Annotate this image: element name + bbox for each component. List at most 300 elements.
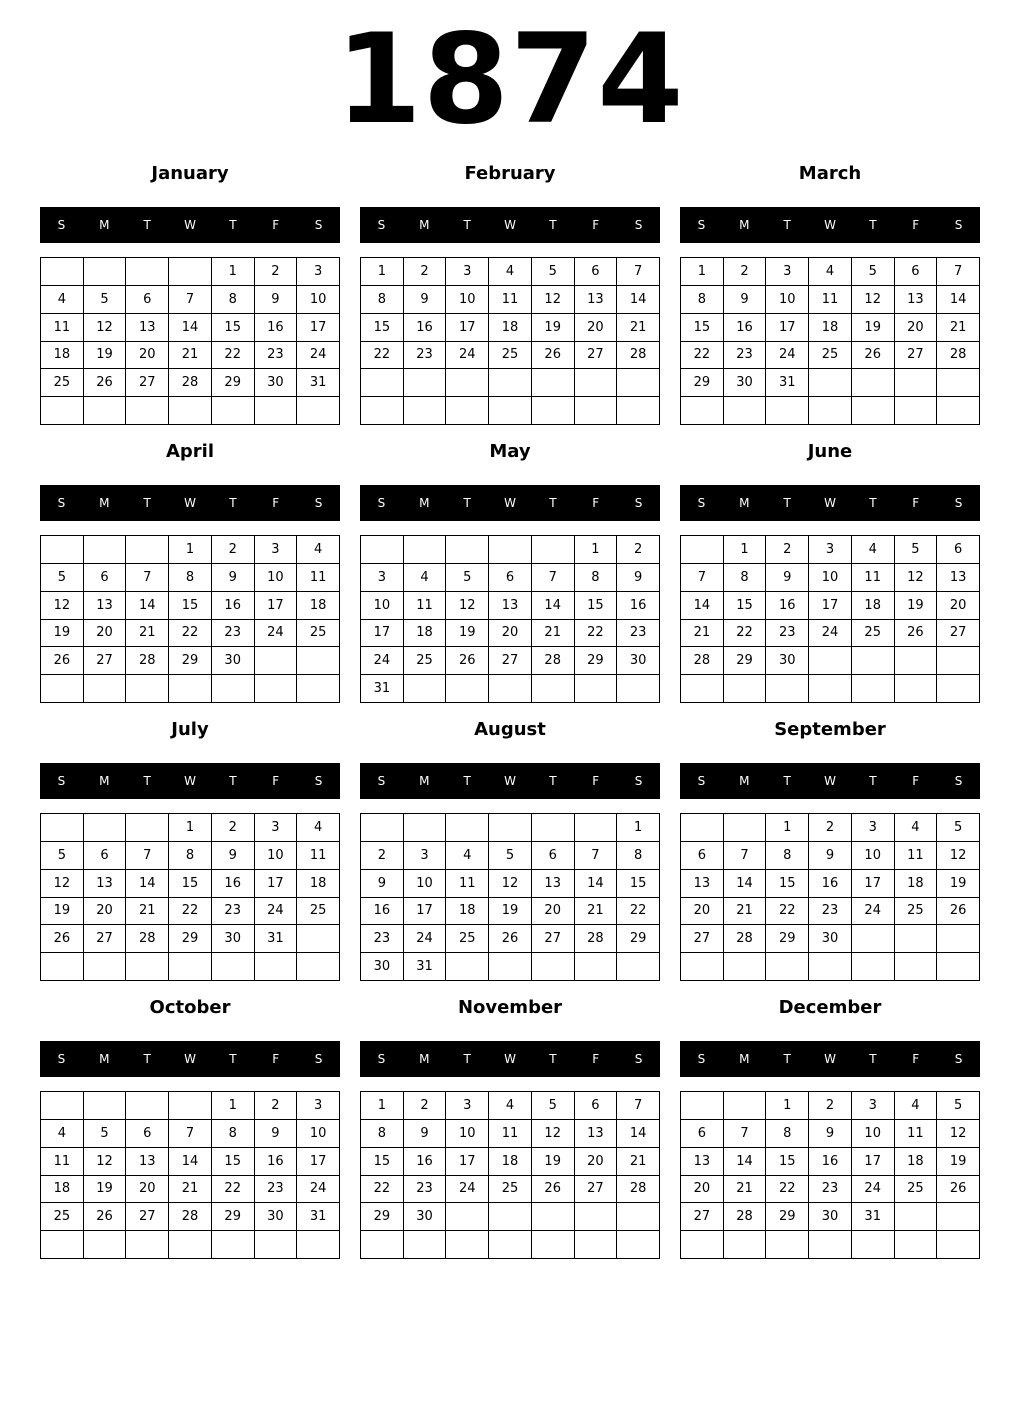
empty-day-cell: [297, 1231, 340, 1259]
day-cell: 18: [489, 314, 532, 342]
weekday-header: [680, 1041, 980, 1077]
day-cell: 25: [41, 1203, 84, 1231]
day-cell: 26: [532, 1176, 575, 1204]
empty-day-cell: [41, 397, 84, 425]
day-cell: 29: [169, 925, 212, 953]
day-cell: 22: [724, 620, 767, 648]
day-cell: 2: [809, 1092, 852, 1120]
day-cell: 6: [937, 536, 980, 564]
day-cell: 15: [575, 592, 618, 620]
day-cell: 12: [852, 286, 895, 314]
empty-day-cell: [852, 647, 895, 675]
day-cell: 2: [617, 536, 660, 564]
day-cell: 10: [809, 564, 852, 592]
day-cell: 30: [617, 647, 660, 675]
day-grid: [40, 535, 340, 703]
day-cell: 21: [169, 1176, 212, 1204]
empty-day-cell: [84, 536, 127, 564]
empty-day-cell: [575, 953, 618, 981]
weekday-label: M: [99, 496, 110, 510]
day-cell: 1: [575, 536, 618, 564]
weekday-label: M: [739, 774, 750, 788]
day-cell: 7: [724, 842, 767, 870]
weekday-label: S: [954, 1052, 963, 1066]
day-cell: 15: [361, 314, 404, 342]
day-cell: 29: [169, 647, 212, 675]
weekday-header: [40, 1041, 340, 1077]
day-cell: 23: [766, 620, 809, 648]
day-cell: 28: [617, 1176, 660, 1204]
day-cell: 22: [575, 620, 618, 648]
weekday-label: S: [57, 496, 66, 510]
day-cell: 8: [361, 1120, 404, 1148]
empty-day-cell: [489, 675, 532, 703]
empty-day-cell: [126, 675, 169, 703]
day-cell: 6: [575, 258, 618, 286]
empty-day-cell: [852, 953, 895, 981]
day-cell: 6: [895, 258, 938, 286]
empty-day-cell: [681, 397, 724, 425]
empty-day-cell: [681, 536, 724, 564]
day-cell: 4: [852, 536, 895, 564]
weekday-label: T: [463, 1052, 471, 1066]
day-cell: 3: [297, 258, 340, 286]
day-cell: 13: [575, 286, 618, 314]
day-cell: 20: [126, 1176, 169, 1204]
day-cell: 2: [212, 536, 255, 564]
month-october: [40, 994, 340, 1264]
empty-day-cell: [446, 536, 489, 564]
day-cell: 12: [937, 842, 980, 870]
day-cell: 14: [937, 286, 980, 314]
weekday-label: S: [314, 1052, 323, 1066]
day-cell: 25: [297, 620, 340, 648]
day-cell: 27: [937, 620, 980, 648]
weekday-header: [680, 763, 980, 799]
empty-day-cell: [681, 1092, 724, 1120]
weekday-label: T: [783, 1052, 791, 1066]
day-cell: 26: [937, 898, 980, 926]
weekday-label: M: [739, 496, 750, 510]
day-cell: 6: [84, 564, 127, 592]
month-december: [680, 994, 980, 1264]
weekday-label: T: [869, 774, 877, 788]
empty-day-cell: [809, 953, 852, 981]
day-cell: 7: [681, 564, 724, 592]
month-name: November: [457, 997, 563, 1018]
weekday-label: T: [549, 496, 557, 510]
day-cell: 19: [895, 592, 938, 620]
day-cell: 29: [361, 1203, 404, 1231]
empty-day-cell: [852, 1231, 895, 1259]
day-cell: 19: [41, 898, 84, 926]
day-cell: 17: [446, 314, 489, 342]
weekday-label: M: [99, 218, 110, 232]
day-cell: 29: [575, 647, 618, 675]
day-cell: 22: [361, 1176, 404, 1204]
weekday-label: T: [869, 496, 877, 510]
day-cell: 12: [41, 870, 84, 898]
month-june: [680, 438, 980, 708]
day-cell: 16: [255, 1148, 298, 1176]
day-cell: 13: [532, 870, 575, 898]
empty-day-cell: [212, 953, 255, 981]
weekday-label: W: [824, 218, 836, 232]
day-cell: 22: [766, 898, 809, 926]
empty-day-cell: [126, 536, 169, 564]
day-cell: 19: [532, 1148, 575, 1176]
empty-day-cell: [724, 1092, 767, 1120]
empty-day-cell: [361, 369, 404, 397]
weekday-label: M: [419, 774, 430, 788]
empty-day-cell: [169, 675, 212, 703]
day-cell: 5: [446, 564, 489, 592]
month-name: April: [165, 441, 215, 462]
day-cell: 30: [724, 369, 767, 397]
empty-day-cell: [575, 675, 618, 703]
day-cell: 15: [617, 870, 660, 898]
day-cell: 3: [255, 536, 298, 564]
empty-day-cell: [126, 1092, 169, 1120]
day-cell: 7: [617, 1092, 660, 1120]
day-cell: 22: [361, 342, 404, 370]
day-cell: 28: [532, 647, 575, 675]
day-cell: 10: [297, 286, 340, 314]
day-cell: 18: [895, 870, 938, 898]
day-cell: 1: [766, 814, 809, 842]
month-name: August: [474, 719, 546, 740]
day-cell: 24: [255, 620, 298, 648]
month-name: February: [464, 163, 556, 184]
day-cell: 2: [809, 814, 852, 842]
empty-day-cell: [297, 925, 340, 953]
day-cell: 20: [575, 1148, 618, 1176]
day-cell: 15: [212, 1148, 255, 1176]
day-cell: 20: [681, 1176, 724, 1204]
day-grid: [360, 813, 660, 981]
empty-day-cell: [617, 675, 660, 703]
day-cell: 31: [361, 675, 404, 703]
weekday-label: W: [504, 1052, 516, 1066]
day-cell: 20: [681, 898, 724, 926]
day-cell: 14: [169, 314, 212, 342]
day-cell: 16: [212, 592, 255, 620]
day-cell: 5: [41, 564, 84, 592]
empty-day-cell: [895, 953, 938, 981]
day-cell: 19: [532, 314, 575, 342]
weekday-label: F: [272, 1052, 280, 1066]
day-cell: 27: [126, 369, 169, 397]
day-cell: 27: [681, 1203, 724, 1231]
month-name: December: [778, 997, 882, 1018]
day-cell: 4: [41, 1120, 84, 1148]
empty-day-cell: [84, 675, 127, 703]
empty-day-cell: [532, 814, 575, 842]
day-cell: 28: [575, 925, 618, 953]
weekday-label: S: [377, 218, 386, 232]
empty-day-cell: [446, 953, 489, 981]
day-grid: [680, 257, 980, 425]
empty-day-cell: [446, 675, 489, 703]
day-cell: 31: [852, 1203, 895, 1231]
weekday-label: T: [783, 774, 791, 788]
empty-day-cell: [126, 953, 169, 981]
day-cell: 2: [404, 1092, 447, 1120]
day-cell: 10: [766, 286, 809, 314]
day-cell: 17: [852, 870, 895, 898]
day-cell: 31: [255, 925, 298, 953]
weekday-header: [680, 207, 980, 243]
day-cell: 25: [489, 342, 532, 370]
empty-day-cell: [126, 258, 169, 286]
weekday-label: M: [739, 218, 750, 232]
day-cell: 1: [766, 1092, 809, 1120]
day-cell: 7: [126, 564, 169, 592]
day-cell: 18: [404, 620, 447, 648]
empty-day-cell: [617, 953, 660, 981]
day-cell: 26: [489, 925, 532, 953]
day-cell: 26: [895, 620, 938, 648]
day-cell: 27: [575, 342, 618, 370]
empty-day-cell: [41, 675, 84, 703]
day-cell: 28: [126, 647, 169, 675]
day-grid: [360, 1091, 660, 1259]
day-cell: 28: [681, 647, 724, 675]
day-cell: 30: [404, 1203, 447, 1231]
empty-day-cell: [404, 814, 447, 842]
empty-day-cell: [681, 953, 724, 981]
day-cell: 6: [681, 842, 724, 870]
weekday-label: T: [229, 1052, 237, 1066]
day-cell: 26: [41, 647, 84, 675]
day-cell: 5: [852, 258, 895, 286]
day-cell: 2: [404, 258, 447, 286]
day-cell: 9: [724, 286, 767, 314]
day-cell: 29: [766, 925, 809, 953]
empty-day-cell: [766, 1231, 809, 1259]
day-cell: 13: [126, 314, 169, 342]
weekday-label: T: [143, 1052, 151, 1066]
day-grid: [680, 535, 980, 703]
weekday-label: F: [912, 218, 920, 232]
day-cell: 4: [809, 258, 852, 286]
day-cell: 30: [255, 1203, 298, 1231]
weekday-label: S: [634, 496, 643, 510]
empty-day-cell: [41, 258, 84, 286]
empty-day-cell: [852, 369, 895, 397]
day-cell: 9: [361, 870, 404, 898]
empty-day-cell: [169, 258, 212, 286]
day-cell: 20: [895, 314, 938, 342]
empty-day-cell: [852, 675, 895, 703]
empty-day-cell: [809, 1231, 852, 1259]
weekday-label: W: [184, 774, 196, 788]
day-cell: 7: [532, 564, 575, 592]
day-cell: 24: [446, 1176, 489, 1204]
empty-day-cell: [361, 536, 404, 564]
empty-day-cell: [532, 397, 575, 425]
day-cell: 27: [84, 647, 127, 675]
day-cell: 11: [852, 564, 895, 592]
empty-day-cell: [681, 1231, 724, 1259]
weekday-label: M: [99, 774, 110, 788]
empty-day-cell: [489, 536, 532, 564]
day-cell: 30: [361, 953, 404, 981]
day-cell: 16: [255, 314, 298, 342]
day-cell: 23: [404, 342, 447, 370]
empty-day-cell: [169, 953, 212, 981]
weekday-label: T: [783, 496, 791, 510]
day-cell: 7: [937, 258, 980, 286]
day-cell: 12: [446, 592, 489, 620]
day-cell: 14: [126, 592, 169, 620]
day-cell: 15: [681, 314, 724, 342]
day-cell: 20: [937, 592, 980, 620]
day-cell: 27: [895, 342, 938, 370]
day-cell: 17: [297, 314, 340, 342]
empty-day-cell: [41, 814, 84, 842]
day-cell: 14: [575, 870, 618, 898]
day-cell: 19: [937, 870, 980, 898]
day-cell: 22: [169, 898, 212, 926]
day-grid: [40, 1091, 340, 1259]
day-cell: 24: [852, 898, 895, 926]
day-cell: 13: [937, 564, 980, 592]
day-cell: 16: [809, 870, 852, 898]
weekday-header: [360, 763, 660, 799]
day-cell: 14: [617, 286, 660, 314]
day-cell: 7: [724, 1120, 767, 1148]
month-september: [680, 716, 980, 986]
day-cell: 11: [297, 842, 340, 870]
day-cell: 8: [169, 564, 212, 592]
empty-day-cell: [937, 953, 980, 981]
weekday-label: F: [272, 774, 280, 788]
day-cell: 24: [766, 342, 809, 370]
weekday-label: F: [912, 774, 920, 788]
day-cell: 4: [446, 842, 489, 870]
day-cell: 1: [361, 1092, 404, 1120]
day-cell: 5: [489, 842, 532, 870]
day-cell: 17: [404, 898, 447, 926]
day-cell: 21: [724, 898, 767, 926]
day-cell: 21: [724, 1176, 767, 1204]
day-cell: 19: [852, 314, 895, 342]
day-cell: 2: [361, 842, 404, 870]
day-cell: 13: [126, 1148, 169, 1176]
month-november: [360, 994, 660, 1264]
day-cell: 2: [724, 258, 767, 286]
weekday-label: S: [57, 774, 66, 788]
day-cell: 10: [255, 842, 298, 870]
weekday-label: W: [504, 218, 516, 232]
day-cell: 11: [404, 592, 447, 620]
day-cell: 25: [895, 1176, 938, 1204]
day-cell: 14: [724, 1148, 767, 1176]
year-title: 1874: [335, 8, 685, 152]
empty-day-cell: [84, 953, 127, 981]
day-cell: 1: [212, 258, 255, 286]
empty-day-cell: [255, 953, 298, 981]
month-name: July: [171, 719, 209, 740]
day-cell: 16: [766, 592, 809, 620]
day-cell: 9: [809, 1120, 852, 1148]
day-cell: 10: [297, 1120, 340, 1148]
months-grid: [40, 160, 980, 1264]
empty-day-cell: [41, 953, 84, 981]
day-cell: 9: [404, 1120, 447, 1148]
day-cell: 6: [126, 1120, 169, 1148]
day-cell: 12: [895, 564, 938, 592]
weekday-label: T: [549, 774, 557, 788]
day-cell: 10: [361, 592, 404, 620]
day-cell: 4: [895, 1092, 938, 1120]
empty-day-cell: [255, 647, 298, 675]
empty-day-cell: [446, 397, 489, 425]
weekday-label: S: [954, 496, 963, 510]
day-cell: 28: [724, 925, 767, 953]
weekday-label: F: [592, 774, 600, 788]
day-cell: 22: [212, 342, 255, 370]
day-cell: 23: [404, 1176, 447, 1204]
month-name: May: [489, 441, 531, 462]
empty-day-cell: [212, 397, 255, 425]
day-cell: 26: [446, 647, 489, 675]
empty-day-cell: [724, 1231, 767, 1259]
day-cell: 25: [809, 342, 852, 370]
empty-day-cell: [489, 1203, 532, 1231]
empty-day-cell: [532, 1231, 575, 1259]
month-name: January: [151, 163, 229, 184]
day-cell: 3: [809, 536, 852, 564]
day-cell: 5: [532, 258, 575, 286]
empty-day-cell: [532, 1203, 575, 1231]
day-cell: 10: [446, 1120, 489, 1148]
day-cell: 12: [532, 1120, 575, 1148]
day-cell: 19: [41, 620, 84, 648]
weekday-label: T: [869, 218, 877, 232]
day-cell: 11: [489, 286, 532, 314]
day-cell: 5: [532, 1092, 575, 1120]
day-cell: 24: [255, 898, 298, 926]
empty-day-cell: [681, 814, 724, 842]
day-cell: 24: [361, 647, 404, 675]
weekday-label: T: [143, 496, 151, 510]
month-february: [360, 160, 660, 430]
empty-day-cell: [895, 925, 938, 953]
day-cell: 26: [84, 369, 127, 397]
month-august: [360, 716, 660, 986]
weekday-label: F: [592, 218, 600, 232]
day-cell: 18: [41, 342, 84, 370]
day-cell: 28: [169, 369, 212, 397]
day-cell: 9: [255, 1120, 298, 1148]
empty-day-cell: [489, 1231, 532, 1259]
weekday-label: T: [463, 496, 471, 510]
empty-day-cell: [937, 925, 980, 953]
weekday-label: F: [592, 1052, 600, 1066]
weekday-label: S: [314, 218, 323, 232]
day-cell: 24: [297, 342, 340, 370]
day-cell: 13: [681, 1148, 724, 1176]
day-cell: 21: [617, 1148, 660, 1176]
day-cell: 12: [84, 1148, 127, 1176]
empty-day-cell: [212, 1231, 255, 1259]
empty-day-cell: [617, 397, 660, 425]
day-cell: 4: [489, 1092, 532, 1120]
day-cell: 27: [575, 1176, 618, 1204]
empty-day-cell: [41, 536, 84, 564]
